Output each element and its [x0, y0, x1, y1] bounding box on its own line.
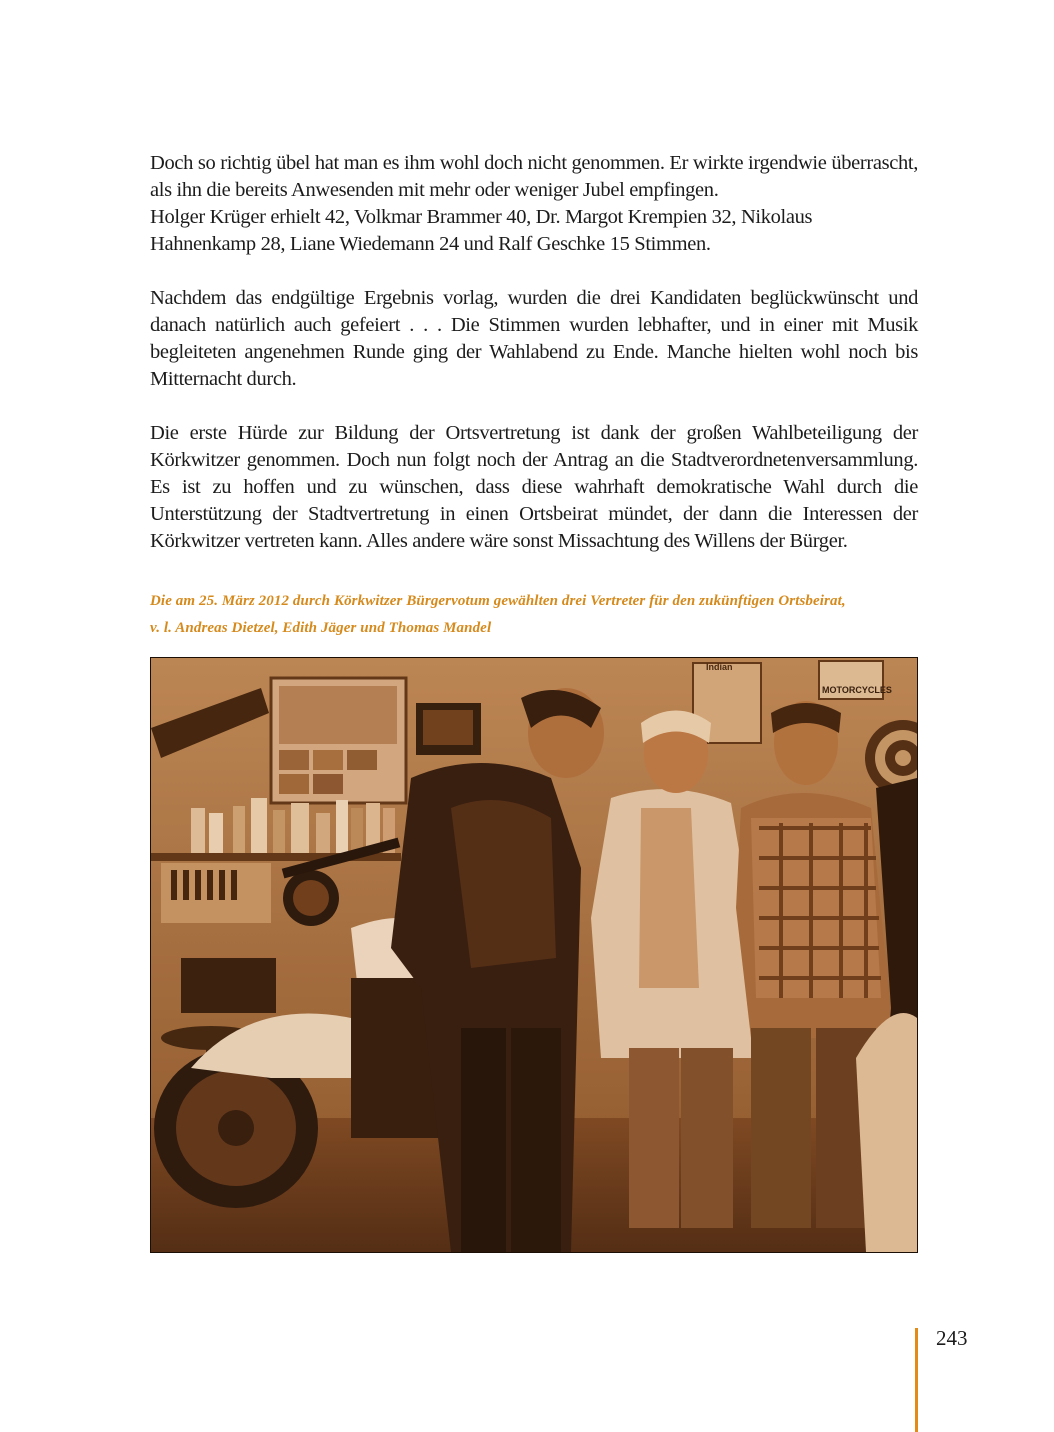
paragraph-2: Nachdem das endgültige Ergebnis vorlag, wurden die drei Kandidaten beglückwünscht und danach natürlich auch gefeiert . . . Die Stimmen wurden lebhafter, und in einer mit Musik begleiteten angenehmen Runde ging der Wahlabend zu Ende. Manche hielten wohl noch bis Mitternacht durch. — [150, 287, 918, 390]
sepia-photo-illustration — [151, 658, 917, 1252]
page-number: 243 — [936, 1326, 968, 1350]
group-photo — [150, 657, 918, 1253]
caption-line-1: Die am 25. März 2012 durch Körkwitzer Bürgervotum gewählten drei Vertreter für den zukünftigen Ortsbeirat, — [150, 593, 846, 609]
indian-sign: Indian — [706, 662, 733, 672]
caption-line-2: v. l. Andreas Dietzel, Edith Jäger und Thomas Mandel — [150, 620, 492, 636]
photo-caption — [150, 588, 930, 642]
paragraph-1-text: Doch so richtig übel hat man es ihm wohl doch nicht genommen. Er wirkte irgendwie überrascht, als ihn die bereits Anwesenden mit mehr oder weniger Jubel empfingen. — [150, 152, 918, 201]
paragraph-1-results: Holger Krüger erhielt 42, Volkmar Brammer 40, Dr. Margot Krempien 32, Nikolaus Hahnenkamp 28, Liane Wiedemann 24 und Ralf Geschke 15 Stimmen. — [150, 206, 813, 255]
page-number-rule — [915, 1328, 918, 1432]
motorcycles-sign: MOTORCYCLES — [822, 685, 892, 695]
paragraph-1 — [150, 150, 918, 258]
paragraph-3: Die erste Hürde zur Bildung der Ortsvertretung ist dank der großen Wahlbeteiligung der Körkwitzer genommen. Doch nun folgt noch der Antrag an die Stadtverordnetenversammlung. Es ist zu hoffen und zu wünschen, dass diese wahrhaft demokratische Wahl durch die Unterstützung der Stadtvertretung in einen Ortsbeirat mündet, der dann die Interessen der Körkwitzer vertreten kann. Alles andere wäre sonst Missachtung des Willens der Bürger. — [150, 422, 918, 552]
body-text — [150, 150, 918, 582]
